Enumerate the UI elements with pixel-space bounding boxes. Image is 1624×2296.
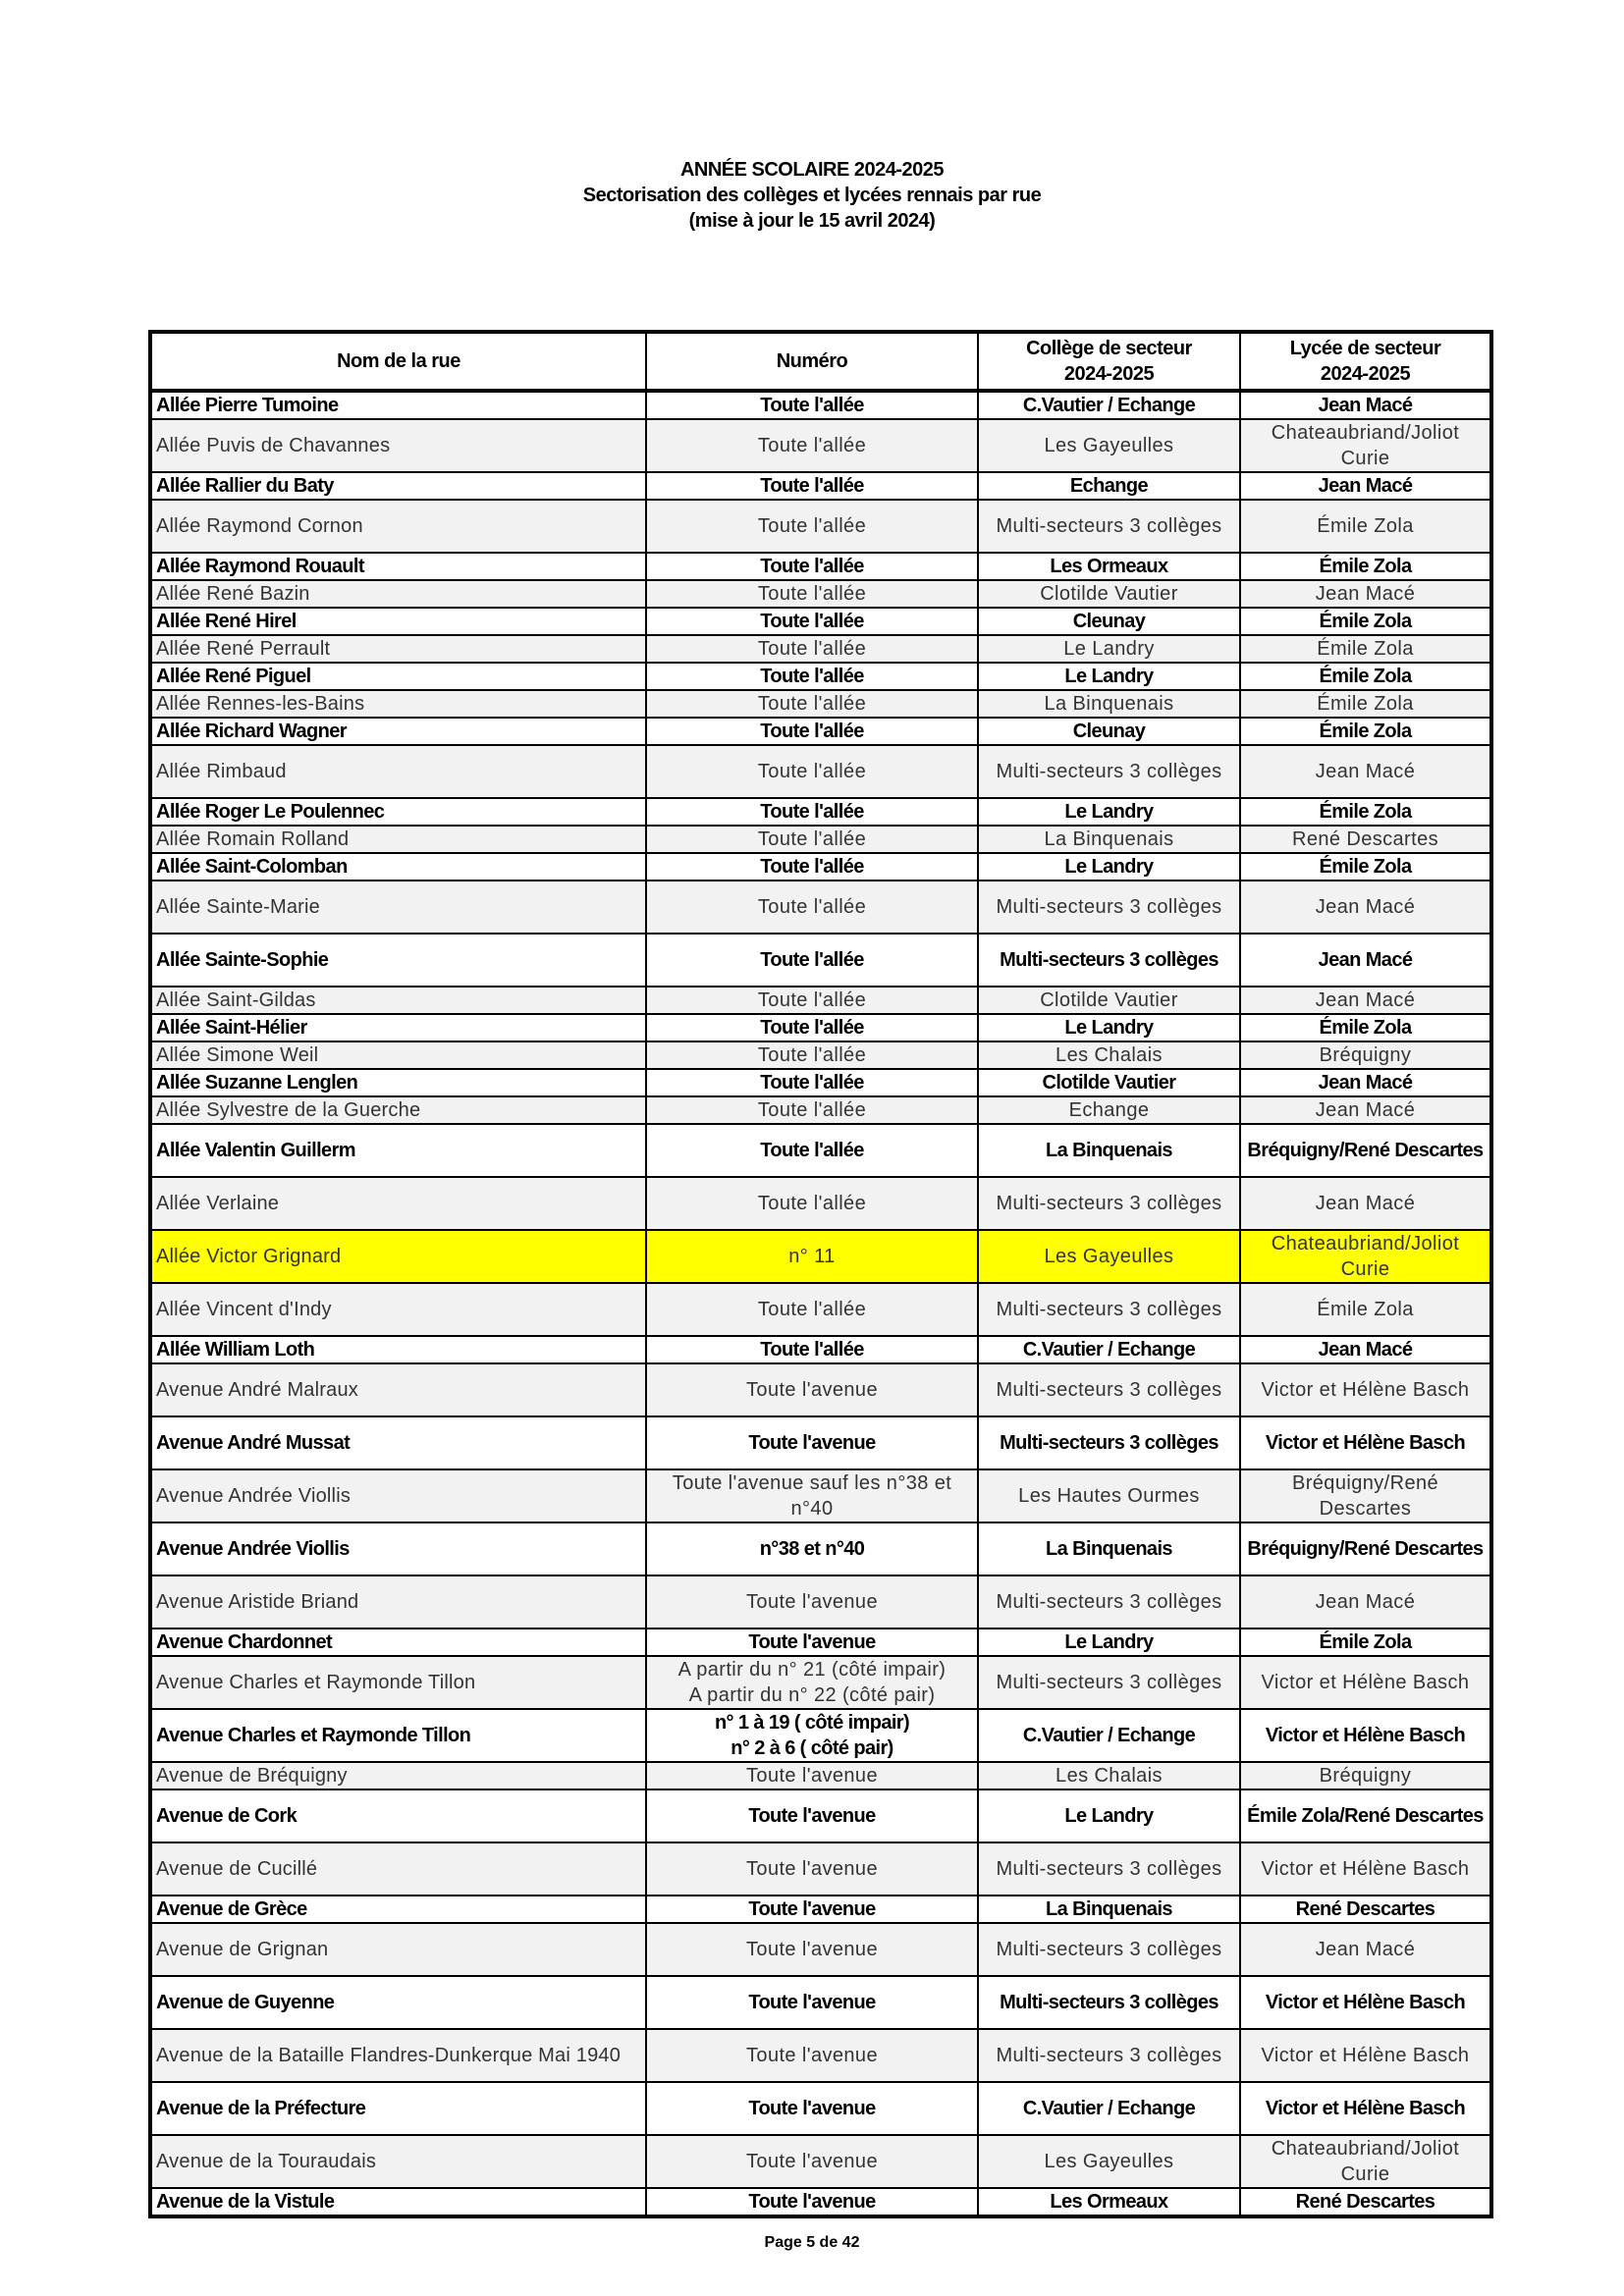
table-row: [150, 1041, 1491, 1069]
table-row: [150, 1336, 1491, 1363]
school-year-title: ANNÉE SCOLAIRE 2024-2025: [679, 159, 945, 181]
lycee-cell: Émile Zola: [1240, 1283, 1491, 1336]
table-row: [150, 798, 1491, 826]
number-cell: Toute l'allée: [646, 500, 978, 553]
number-cell: Toute l'avenue: [646, 2082, 978, 2135]
street-name-cell: Avenue de la Touraudais: [150, 2135, 646, 2188]
college-cell: Les Chalais: [978, 1762, 1240, 1789]
college-cell: Le Landry: [978, 798, 1240, 826]
street-name-cell: Avenue Chardonnet: [150, 1629, 646, 1656]
number-cell: Toute l'allée: [646, 1096, 978, 1124]
street-name-cell: Allée Valentin Guillerm: [150, 1124, 646, 1177]
street-name-cell: Avenue André Mussat: [150, 1416, 646, 1469]
number-cell: A partir du n° 21 (côté impair) A partir du n° 22 (côté pair): [646, 1656, 978, 1709]
number-cell: Toute l'avenue: [646, 1923, 978, 1976]
lycee-cell: Émile Zola: [1240, 1629, 1491, 1656]
number-cell: Toute l'allée: [646, 472, 978, 500]
number-cell: Toute l'allée: [646, 419, 978, 472]
college-cell: Multi-secteurs 3 collèges: [978, 1656, 1240, 1709]
street-name-cell: Allée Rallier du Baty: [150, 472, 646, 500]
lycee-cell: Victor et Hélène Basch: [1240, 1656, 1491, 1709]
number-cell: n°38 et n°40: [646, 1522, 978, 1575]
street-name-cell: Allée Saint-Hélier: [150, 1014, 646, 1041]
college-cell: C.Vautier / Echange: [978, 1336, 1240, 1363]
lycee-cell: Victor et Hélène Basch: [1240, 1416, 1491, 1469]
table-row: [150, 1124, 1491, 1177]
lycee-cell: Jean Macé: [1240, 987, 1491, 1014]
number-cell: n° 1 à 19 ( côté impair) n° 2 à 6 ( côté pair): [646, 1709, 978, 1762]
street-name-cell: Allée Sylvestre de la Guerche: [150, 1096, 646, 1124]
college-cell: C.Vautier / Echange: [978, 391, 1240, 419]
college-cell: Le Landry: [978, 635, 1240, 663]
table-row: [150, 472, 1491, 500]
college-cell: Multi-secteurs 3 collèges: [978, 500, 1240, 553]
number-cell: Toute l'allée: [646, 826, 978, 853]
street-name-cell: Allée Rimbaud: [150, 745, 646, 798]
table-row: [150, 2029, 1491, 2082]
lycee-cell: Victor et Hélène Basch: [1240, 2029, 1491, 2082]
lycee-cell: Jean Macé: [1240, 1096, 1491, 1124]
table-row: [150, 1096, 1491, 1124]
table-row: [150, 1416, 1491, 1469]
college-cell: Multi-secteurs 3 collèges: [978, 934, 1240, 987]
college-cell: La Binquenais: [978, 826, 1240, 853]
college-cell: Multi-secteurs 3 collèges: [978, 881, 1240, 934]
street-name-cell: Allée Puvis de Chavannes: [150, 419, 646, 472]
lycee-cell: Bréquigny/René Descartes: [1240, 1522, 1491, 1575]
document-subtitle: Sectorisation des collèges et lycées rennais par rue: [582, 185, 1042, 206]
document-header: [0, 157, 1624, 234]
number-cell: Toute l'avenue: [646, 2029, 978, 2082]
lycee-cell: Émile Zola: [1240, 553, 1491, 580]
number-cell: Toute l'avenue: [646, 1363, 978, 1416]
college-cell: Multi-secteurs 3 collèges: [978, 1575, 1240, 1629]
table-row: [150, 1976, 1491, 2029]
number-cell: Toute l'allée: [646, 853, 978, 881]
number-cell: Toute l'allée: [646, 690, 978, 718]
college-cell: Cleunay: [978, 608, 1240, 635]
street-name-cell: Avenue de Cork: [150, 1789, 646, 1842]
number-cell: Toute l'allée: [646, 798, 978, 826]
lycee-cell: Jean Macé: [1240, 1575, 1491, 1629]
lycee-cell: Jean Macé: [1240, 580, 1491, 608]
lycee-cell: Victor et Hélène Basch: [1240, 2082, 1491, 2135]
college-cell: Echange: [978, 1096, 1240, 1124]
college-cell: Les Gayeulles: [978, 2135, 1240, 2188]
college-cell: Cleunay: [978, 718, 1240, 745]
table-row: [150, 2135, 1491, 2188]
street-name-cell: Allée Victor Grignard: [150, 1230, 646, 1283]
college-cell: Le Landry: [978, 1789, 1240, 1842]
table-row: [150, 1177, 1491, 1230]
lycee-cell: Jean Macé: [1240, 1177, 1491, 1230]
page-number: Page 5 de 42: [764, 2234, 860, 2251]
number-cell: Toute l'allée: [646, 934, 978, 987]
number-cell: Toute l'allée: [646, 391, 978, 419]
lycee-cell: Bréquigny: [1240, 1041, 1491, 1069]
number-cell: Toute l'allée: [646, 1177, 978, 1230]
college-cell: Multi-secteurs 3 collèges: [978, 1923, 1240, 1976]
number-cell: Toute l'allée: [646, 1124, 978, 1177]
lycee-cell: Jean Macé: [1240, 934, 1491, 987]
lycee-cell: Jean Macé: [1240, 391, 1491, 419]
table-row: [150, 1896, 1491, 1923]
table-row: [150, 987, 1491, 1014]
table-row: [150, 881, 1491, 934]
street-name-cell: Allée Saint-Colomban: [150, 853, 646, 881]
street-name-cell: Avenue de Grignan: [150, 1923, 646, 1976]
number-cell: Toute l'avenue: [646, 1416, 978, 1469]
college-cell: Le Landry: [978, 853, 1240, 881]
street-name-cell: Allée Simone Weil: [150, 1041, 646, 1069]
street-name-cell: Avenue de Guyenne: [150, 1976, 646, 2029]
lycee-cell: Jean Macé: [1240, 745, 1491, 798]
college-cell: Multi-secteurs 3 collèges: [978, 745, 1240, 798]
lycee-cell: René Descartes: [1240, 1896, 1491, 1923]
table-row: [150, 826, 1491, 853]
street-name-cell: Avenue Charles et Raymonde Tillon: [150, 1709, 646, 1762]
college-cell: Multi-secteurs 3 collèges: [978, 1283, 1240, 1336]
lycee-cell: Jean Macé: [1240, 472, 1491, 500]
street-name-cell: Avenue de la Vistule: [150, 2188, 646, 2216]
street-name-cell: Allée Roger Le Poulennec: [150, 798, 646, 826]
college-cell: Multi-secteurs 3 collèges: [978, 1363, 1240, 1416]
column-header-lycee: Lycée de secteur 2024-2025: [1240, 332, 1491, 391]
table-header-row: [150, 332, 1491, 391]
table-row: [150, 853, 1491, 881]
number-cell: Toute l'avenue: [646, 1762, 978, 1789]
number-cell: Toute l'avenue: [646, 1976, 978, 2029]
street-name-cell: Allée René Bazin: [150, 580, 646, 608]
street-name-cell: Avenue Charles et Raymonde Tillon: [150, 1656, 646, 1709]
table-row: [150, 1014, 1491, 1041]
college-cell: Les Gayeulles: [978, 1230, 1240, 1283]
lycee-cell: Émile Zola: [1240, 853, 1491, 881]
lycee-cell: Chateaubriand/Joliot Curie: [1240, 2135, 1491, 2188]
street-name-cell: Allée Vincent d'Indy: [150, 1283, 646, 1336]
lycee-cell: Émile Zola: [1240, 718, 1491, 745]
college-cell: Multi-secteurs 3 collèges: [978, 2029, 1240, 2082]
lycee-cell: Émile Zola: [1240, 690, 1491, 718]
number-cell: Toute l'allée: [646, 608, 978, 635]
lycee-cell: Émile Zola: [1240, 500, 1491, 553]
table-row: [150, 500, 1491, 553]
lycee-cell: Émile Zola: [1240, 663, 1491, 690]
college-cell: Clotilde Vautier: [978, 580, 1240, 608]
table-row: [150, 1069, 1491, 1096]
lycee-cell: Émile Zola: [1240, 798, 1491, 826]
table-row: [150, 1762, 1491, 1789]
lycee-cell: Émile Zola: [1240, 635, 1491, 663]
update-date: (mise à jour le 15 avril 2024): [688, 210, 936, 232]
number-cell: Toute l'avenue: [646, 2135, 978, 2188]
street-name-cell: Allée Richard Wagner: [150, 718, 646, 745]
table-row: [150, 419, 1491, 472]
number-cell: Toute l'avenue: [646, 1629, 978, 1656]
college-cell: La Binquenais: [978, 690, 1240, 718]
table-row: [150, 718, 1491, 745]
college-cell: Les Ormeaux: [978, 2188, 1240, 2216]
lycee-cell: Victor et Hélène Basch: [1240, 1976, 1491, 2029]
street-name-cell: Allée René Perrault: [150, 635, 646, 663]
table-row: [150, 635, 1491, 663]
number-cell: Toute l'allée: [646, 1069, 978, 1096]
street-name-cell: Avenue André Malraux: [150, 1363, 646, 1416]
number-cell: Toute l'avenue: [646, 1842, 978, 1896]
street-name-cell: Allée René Hirel: [150, 608, 646, 635]
number-cell: Toute l'allée: [646, 987, 978, 1014]
number-cell: Toute l'avenue: [646, 1789, 978, 1842]
table-row: [150, 1283, 1491, 1336]
table-row: [150, 663, 1491, 690]
college-cell: Les Hautes Ourmes: [978, 1469, 1240, 1522]
number-cell: Toute l'allée: [646, 1014, 978, 1041]
lycee-cell: Émile Zola/René Descartes: [1240, 1789, 1491, 1842]
table-row: [150, 2188, 1491, 2216]
table-row: [150, 1469, 1491, 1522]
street-name-cell: Allée Pierre Tumoine: [150, 391, 646, 419]
street-name-cell: Allée Saint-Gildas: [150, 987, 646, 1014]
column-header-college: Collège de secteur 2024-2025: [978, 332, 1240, 391]
lycee-cell: Bréquigny/René Descartes: [1240, 1124, 1491, 1177]
number-cell: Toute l'allée: [646, 1336, 978, 1363]
table-row: [150, 1789, 1491, 1842]
table-row: [150, 1522, 1491, 1575]
street-name-cell: Avenue de Cucillé: [150, 1842, 646, 1896]
number-cell: Toute l'allée: [646, 580, 978, 608]
column-header-street: Nom de la rue: [150, 332, 646, 391]
table-row: [150, 1709, 1491, 1762]
street-name-cell: Allée Raymond Rouault: [150, 553, 646, 580]
street-name-cell: Allée Sainte-Sophie: [150, 934, 646, 987]
number-cell: Toute l'allée: [646, 663, 978, 690]
street-name-cell: Avenue Andrée Viollis: [150, 1469, 646, 1522]
street-name-cell: Avenue de Bréquigny: [150, 1762, 646, 1789]
number-cell: Toute l'avenue: [646, 1575, 978, 1629]
number-cell: Toute l'avenue sauf les n°38 et n°40: [646, 1469, 978, 1522]
number-cell: Toute l'allée: [646, 553, 978, 580]
college-cell: Multi-secteurs 3 collèges: [978, 1416, 1240, 1469]
street-name-cell: Avenue Aristide Briand: [150, 1575, 646, 1629]
college-cell: La Binquenais: [978, 1522, 1240, 1575]
table-row: [150, 553, 1491, 580]
number-cell: Toute l'allée: [646, 745, 978, 798]
table-row: [150, 1923, 1491, 1976]
lycee-cell: Jean Macé: [1240, 881, 1491, 934]
table-row: [150, 2082, 1491, 2135]
college-cell: Le Landry: [978, 663, 1240, 690]
college-cell: Multi-secteurs 3 collèges: [978, 1177, 1240, 1230]
sectorisation-table: [148, 330, 1493, 2218]
lycee-cell: Chateaubriand/Joliot Curie: [1240, 1230, 1491, 1283]
number-cell: n° 11: [646, 1230, 978, 1283]
college-cell: Multi-secteurs 3 collèges: [978, 1842, 1240, 1896]
street-name-cell: Allée Suzanne Lenglen: [150, 1069, 646, 1096]
college-cell: Les Chalais: [978, 1041, 1240, 1069]
college-cell: Les Gayeulles: [978, 419, 1240, 472]
number-cell: Toute l'allée: [646, 1041, 978, 1069]
street-name-cell: Avenue de la Préfecture: [150, 2082, 646, 2135]
number-cell: Toute l'allée: [646, 635, 978, 663]
lycee-cell: Bréquigny/René Descartes: [1240, 1469, 1491, 1522]
lycee-cell: Jean Macé: [1240, 1336, 1491, 1363]
lycee-cell: Victor et Hélène Basch: [1240, 1363, 1491, 1416]
street-name-cell: Allée René Piguel: [150, 663, 646, 690]
table-row: [150, 934, 1491, 987]
street-name-cell: Allée Verlaine: [150, 1177, 646, 1230]
table-row: [150, 1230, 1491, 1283]
table-row: [150, 1363, 1491, 1416]
street-name-cell: Allée Romain Rolland: [150, 826, 646, 853]
street-name-cell: Allée William Loth: [150, 1336, 646, 1363]
street-name-cell: Allée Sainte-Marie: [150, 881, 646, 934]
table-row: [150, 580, 1491, 608]
lycee-cell: Jean Macé: [1240, 1069, 1491, 1096]
college-cell: Le Landry: [978, 1014, 1240, 1041]
table-body: [150, 391, 1491, 2216]
table-row: [150, 608, 1491, 635]
number-cell: Toute l'allée: [646, 1283, 978, 1336]
college-cell: C.Vautier / Echange: [978, 2082, 1240, 2135]
table-row: [150, 1656, 1491, 1709]
lycee-cell: Victor et Hélène Basch: [1240, 1842, 1491, 1896]
lycee-cell: René Descartes: [1240, 2188, 1491, 2216]
college-cell: La Binquenais: [978, 1124, 1240, 1177]
number-cell: Toute l'allée: [646, 881, 978, 934]
lycee-cell: Victor et Hélène Basch: [1240, 1709, 1491, 1762]
lycee-cell: Émile Zola: [1240, 1014, 1491, 1041]
lycee-cell: Chateaubriand/Joliot Curie: [1240, 419, 1491, 472]
number-cell: Toute l'avenue: [646, 2188, 978, 2216]
college-cell: Multi-secteurs 3 collèges: [978, 1976, 1240, 2029]
college-cell: Le Landry: [978, 1629, 1240, 1656]
lycee-cell: René Descartes: [1240, 826, 1491, 853]
street-name-cell: Allée Raymond Cornon: [150, 500, 646, 553]
lycee-cell: Jean Macé: [1240, 1923, 1491, 1976]
table-row: [150, 745, 1491, 798]
college-cell: Clotilde Vautier: [978, 987, 1240, 1014]
college-cell: Echange: [978, 472, 1240, 500]
street-name-cell: Allée Rennes-les-Bains: [150, 690, 646, 718]
table-row: [150, 1842, 1491, 1896]
table-row: [150, 690, 1491, 718]
college-cell: La Binquenais: [978, 1896, 1240, 1923]
number-cell: Toute l'avenue: [646, 1896, 978, 1923]
lycee-cell: Émile Zola: [1240, 608, 1491, 635]
lycee-cell: Bréquigny: [1240, 1762, 1491, 1789]
street-name-cell: Avenue Andrée Viollis: [150, 1522, 646, 1575]
college-cell: Clotilde Vautier: [978, 1069, 1240, 1096]
college-cell: Les Ormeaux: [978, 553, 1240, 580]
street-name-cell: Avenue de la Bataille Flandres-Dunkerque Mai 1940: [150, 2029, 646, 2082]
street-name-cell: Avenue de Grèce: [150, 1896, 646, 1923]
number-cell: Toute l'allée: [646, 718, 978, 745]
column-header-number: Numéro: [646, 332, 978, 391]
table-row: [150, 391, 1491, 419]
table-row: [150, 1629, 1491, 1656]
table-row: [150, 1575, 1491, 1629]
college-cell: C.Vautier / Echange: [978, 1709, 1240, 1762]
